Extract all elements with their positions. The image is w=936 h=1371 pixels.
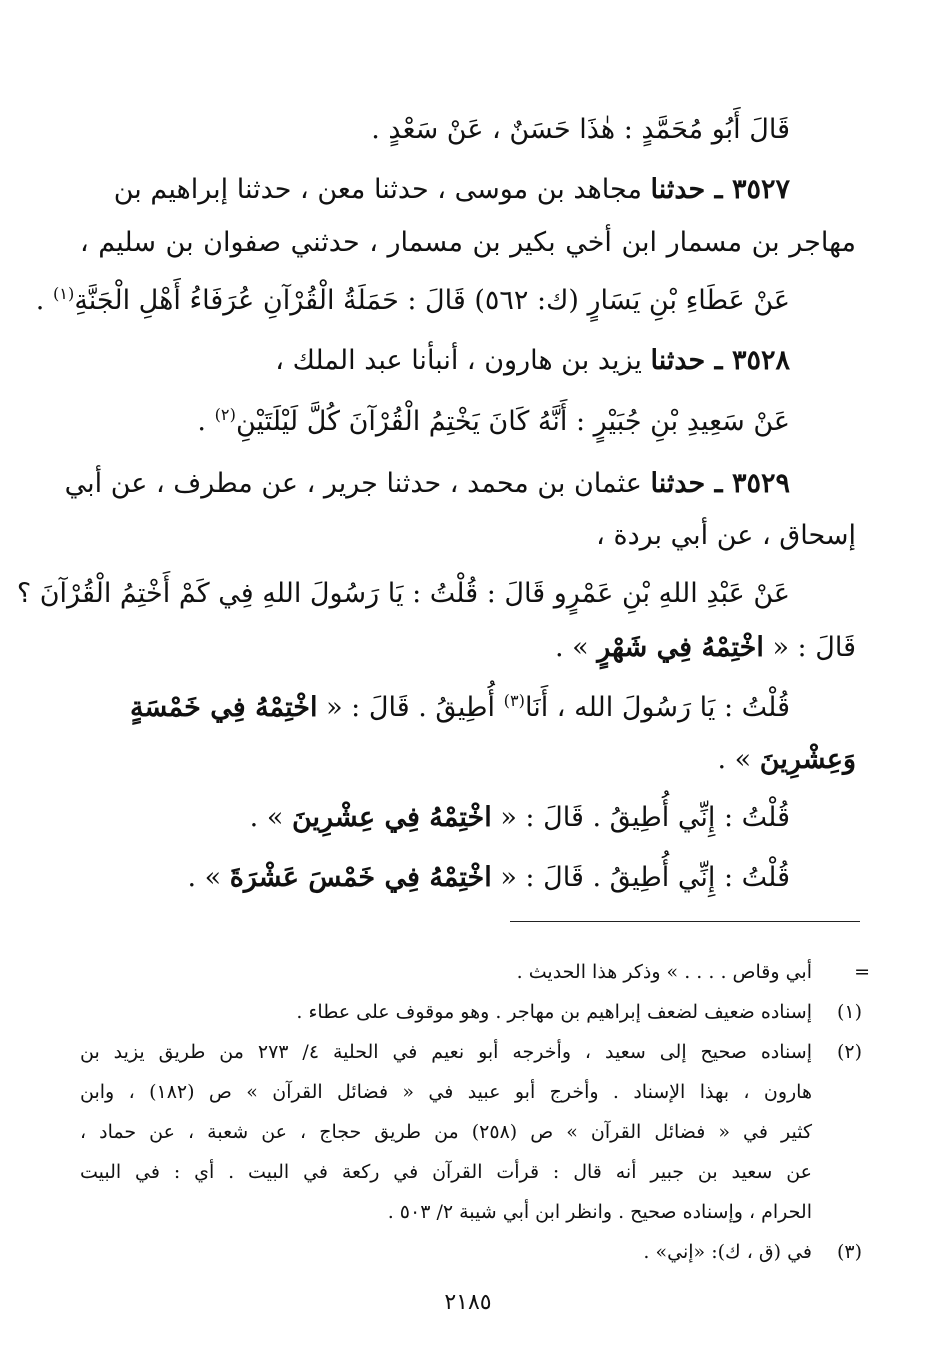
text-segment: إسحاق ، عن أبي بردة ، — [596, 520, 856, 551]
text-line — [371, 112, 790, 147]
text-segment: » . — [554, 632, 598, 663]
text-line — [596, 518, 856, 553]
footnote-ref: (٣) — [503, 691, 525, 710]
text-segment: قُلْتُ : إِنِّي أُطِيقُ . قَالَ : « — [491, 802, 790, 833]
text-segment: قَالَ أَبُو مُحَمَّدٍ : هٰذَا حَسَنٌ ، عَنْ سَعْدٍ . — [371, 114, 790, 145]
footnote-mark: (١) — [836, 1001, 862, 1023]
footnote-separator — [510, 921, 860, 922]
text-line — [197, 404, 790, 439]
text-segment: » . — [717, 744, 760, 775]
text-segment: عَنْ سَعِيدِ بْنِ جُبَيْرٍ : أَنَّهُ كَانَ يَخْتِمُ الْقُرْآنَ كُلَّ لَيْلَتَيْنِ — [235, 406, 790, 437]
footnote-line: كثير في « فضائل القرآن » ص (٢٥٨) من طريق حجاج ، عن شعبة ، عن حماد ، — [80, 1121, 812, 1143]
text-segment: مهاجر بن مسمار ابن أخي بكير بن مسمار ، حدثني صفوان بن سليم ، — [80, 227, 856, 258]
footnote-line: الحرام ، وإسناده صحيح . وانظر ابن أبي شيبة ٢/ ٥٠٣ . — [387, 1201, 812, 1223]
text-line — [65, 466, 790, 501]
page-number: ٢١٨٥ — [444, 1290, 492, 1315]
footnote-ref: (٢) — [214, 405, 236, 424]
prophetic-saying: اخْتِمْهُ فِي شَهْرٍ — [597, 632, 764, 663]
text-segment: قُلْتُ : يَا رَسُولَ الله ، أَنَا — [524, 692, 790, 723]
text-segment: . — [35, 285, 53, 316]
text-line — [36, 283, 790, 318]
text-segment: عثمان بن محمد ، حدثنا جرير ، عن مطرف ، عن أبي — [64, 468, 651, 499]
footnote-line: إسناده صحيح إلى سعيد ، وأخرجه أبو نعيم في الحلية ٤/ ٢٧٣ من طريق يزيد بن — [80, 1041, 812, 1063]
footnote-mark: = — [854, 961, 870, 983]
text-segment: . — [197, 406, 215, 437]
text-segment: عَنْ عَبْدِ اللهِ بْنِ عَمْرٍو قَالَ : قُلْتُ : يَا رَسُولَ اللهِ فِي كَمْ أَخْتِمُ الْقُرْآنَ ؟ — [16, 578, 790, 609]
text-line — [130, 690, 790, 725]
chain-lead-word: حدثنا — [650, 468, 706, 499]
text-segment: عَنْ عَطَاءِ بْنِ يَسَارٍ (ك: ٥٦٢) قَالَ : حَمَلَةُ الْقُرْآنِ عُرَفَاءُ أَهْلِ الْجَنَّةِ — [74, 285, 790, 316]
text-line — [80, 225, 856, 260]
prophetic-saying: اخْتِمْهُ فِي عِشْرِينَ — [291, 802, 492, 833]
text-line — [187, 860, 790, 895]
prophetic-saying: اخْتِمْهُ فِي خَمْسَةٍ — [130, 692, 318, 723]
text-line — [275, 343, 790, 378]
text-segment: أُطِيقُ . قَالَ : « — [317, 692, 504, 723]
footnote-mark: (٢) — [836, 1041, 862, 1063]
text-line — [114, 172, 790, 207]
hadith-number: ٣٥٢٧ ـ — [705, 174, 790, 205]
text-segment: » . — [249, 802, 292, 833]
footnote-line: أبي وقاص . . . . » وذكر هذا الحديث . — [516, 961, 812, 983]
footnote-ref: (١) — [52, 284, 75, 303]
text-segment: مجاهد بن موسى ، حدثنا معن ، حدثنا إبراهيم بن — [113, 174, 651, 205]
text-segment: يزيد بن هارون ، أنبأنا عبد الملك ، — [275, 345, 651, 376]
hadith-number: ٣٥٢٨ ـ — [705, 345, 790, 376]
chain-lead-word: حدثنا — [650, 174, 706, 205]
footnote-mark: (٣) — [836, 1241, 862, 1263]
hadith-number: ٣٥٢٩ ـ — [705, 468, 790, 499]
footnote-line: عن سعيد بن جبير أنه قال : قرأت القرآن في ركعة في البيت . أي : في البيت — [80, 1161, 812, 1183]
text-line — [17, 576, 790, 611]
text-line — [555, 630, 856, 665]
text-line — [250, 800, 790, 835]
text-line — [718, 742, 856, 777]
chain-lead-word: حدثنا — [650, 345, 706, 376]
prophetic-saying: وَعِشْرِينَ — [759, 744, 856, 775]
footnote-line: في (ق ، ك): «إني» . — [643, 1241, 812, 1263]
text-segment: » . — [187, 862, 230, 893]
text-segment: قَالَ : « — [763, 632, 856, 663]
prophetic-saying: اخْتِمْهُ فِي خَمْسَ عَشْرَةَ — [229, 862, 492, 893]
footnote-line: هارون ، بهذا الإسناد . وأخرج أبو عبيد في « فضائل القرآن » ص (١٨٢) ، وابن — [80, 1081, 812, 1103]
footnote-line: إسناده ضعيف لضعف إبراهيم بن مهاجر . وهو موقوف على عطاء . — [296, 1001, 812, 1023]
text-segment: قُلْتُ : إِنِّي أُطِيقُ . قَالَ : « — [491, 862, 790, 893]
